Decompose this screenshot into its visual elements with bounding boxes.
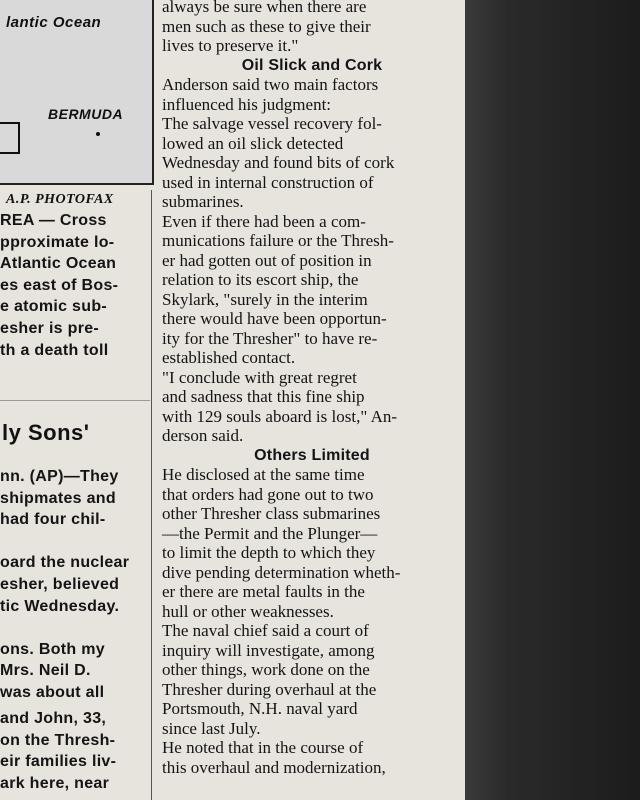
article-line: derson said. <box>162 426 244 445</box>
subheading: Others Limited <box>254 446 370 464</box>
article-line: hull or other weaknesses. <box>162 601 334 621</box>
article-line: inquiry will investigate, among <box>162 640 375 660</box>
caption-line: e atomic sub- <box>0 298 108 316</box>
vertical-column-rule <box>151 190 152 800</box>
article-line: Skylark, "surely in the interim <box>162 289 368 309</box>
article-line: Portsmouth, N.H. naval yard <box>162 699 358 718</box>
left-text-line: tic Wednesday. <box>0 597 120 615</box>
left-text-line: eir families liv- <box>0 753 117 771</box>
map-photo <box>0 0 154 185</box>
article-line: used in internal construction of <box>162 172 374 192</box>
left-text-line: was about all <box>0 683 105 701</box>
article-line: He noted that in the course of <box>162 738 364 757</box>
article-line: —the Permit and the Plunger— <box>162 523 378 543</box>
left-text-line: on the Thresh- <box>0 731 116 749</box>
article-line: lowed an oil slick detected <box>162 133 344 153</box>
left-text-line: and John, 33, <box>0 710 107 727</box>
article-line: dive pending determination wheth- <box>162 562 401 582</box>
ocean-label: lantic Ocean <box>6 14 102 31</box>
left-text-line: esher, believed <box>0 575 120 593</box>
article-line: influenced his judgment: <box>162 94 332 114</box>
caption-line: Atlantic Ocean <box>0 255 117 273</box>
bermuda-label: BERMUDA <box>48 106 124 122</box>
left-text-line: Mrs. Neil D. <box>0 662 91 680</box>
bermuda-dot <box>96 132 100 136</box>
article-line: always be sure when there are <box>162 0 367 16</box>
left-headline: ly Sons' <box>2 420 90 445</box>
article-line: other things, work done on the <box>162 660 370 679</box>
article-line: to limit the depth to which they <box>162 543 376 562</box>
left-story-text <box>0 466 146 704</box>
article-line: that orders had gone out to two <box>162 484 374 504</box>
article-line: Wednesday and found bits of cork <box>162 153 395 172</box>
caption-line: th a death toll <box>0 341 109 359</box>
article-line: Anderson said two main factors <box>162 75 379 94</box>
article-line: this overhaul and modernization, <box>162 757 386 777</box>
left-text-line <box>0 531 146 553</box>
map-inset-box <box>0 122 20 154</box>
background-shadow <box>465 0 640 800</box>
article-line: and sadness that this fine ship <box>162 387 365 406</box>
left-text-line: oard the nuclear <box>0 554 130 572</box>
left-text-line: nn. (AP)—They <box>0 468 119 485</box>
article-line: established contact. <box>162 348 296 367</box>
article-line: ity for the Thresher" to have re- <box>162 328 378 348</box>
caption-line: esher is pre- <box>0 319 100 337</box>
article-line: er there are metal faults in the <box>162 582 365 601</box>
article-column <box>162 0 462 777</box>
article-line: "I conclude with great regret <box>162 367 357 387</box>
left-text-line: ons. Both my <box>0 640 105 658</box>
article-line: The naval chief said a court of <box>162 621 369 640</box>
subheading: Oil Slick and Cork <box>241 56 383 74</box>
article-line: men such as these to give their <box>162 16 371 36</box>
article-line: with 129 souls aboard is lost," An- <box>162 406 398 426</box>
article-line: munications failure or the Thresh- <box>162 231 394 250</box>
caption-line: es east of Bos- <box>0 276 119 294</box>
article-line: er had gotten out of position in <box>162 250 372 270</box>
caption-text <box>0 210 146 361</box>
article-line: The salvage vessel recovery fol- <box>162 114 382 133</box>
article-line: Thresher during overhaul at the <box>162 679 377 699</box>
left-text-line: shipmates and <box>0 489 116 507</box>
left-text-line <box>0 617 146 639</box>
article-line: Even if there had been a com- <box>162 211 366 231</box>
article-line: other Thresher class submarines <box>162 504 381 523</box>
article-line: relation to its escort ship, the <box>162 270 359 289</box>
article-line: since last July. <box>162 718 261 738</box>
photo-credit: A.P. PHOTOFAX <box>6 192 114 207</box>
caption-line: REA — Cross <box>0 212 107 229</box>
column-divider <box>0 400 150 401</box>
article-line: lives to preserve it." <box>162 36 299 55</box>
article-line: He disclosed at the same time <box>162 465 365 484</box>
left-text-line: ark here, near <box>0 774 110 792</box>
left-text-line: had four chil- <box>0 511 106 529</box>
article-line: submarines. <box>162 192 244 211</box>
article-line: there would have been opportun- <box>162 309 387 328</box>
left-story-continued <box>0 708 146 794</box>
caption-line: pproximate lo- <box>0 233 115 251</box>
